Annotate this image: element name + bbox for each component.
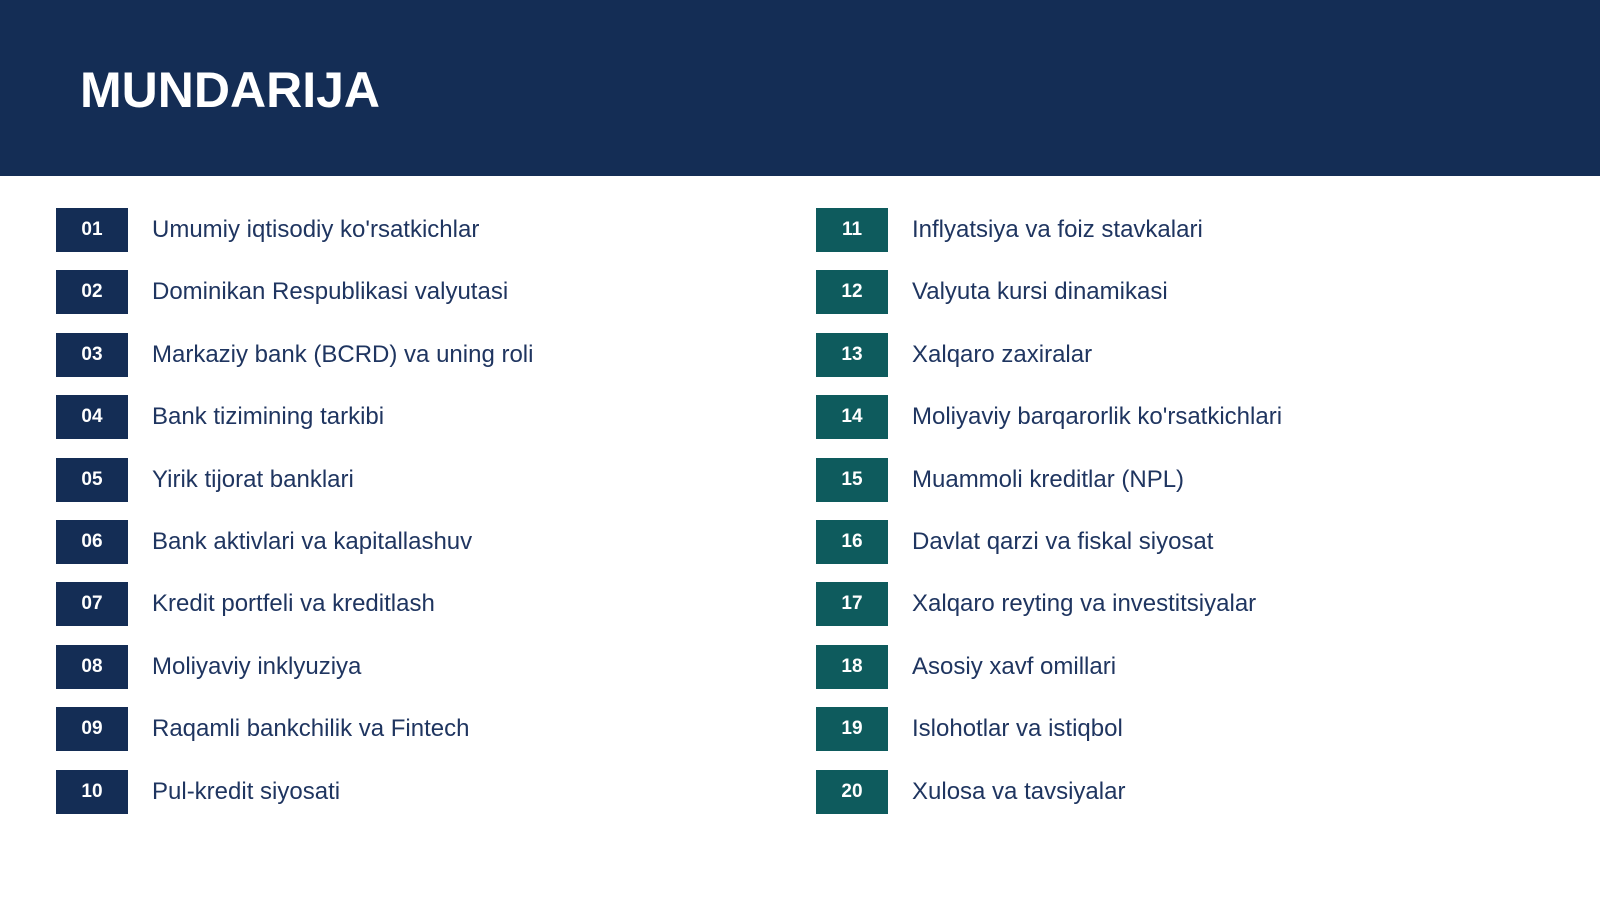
toc-number-badge: 13 (816, 333, 888, 377)
toc-item[interactable] (56, 270, 756, 314)
toc-item-label: Bank tizimining tarkibi (152, 403, 385, 431)
toc-number-badge: 06 (56, 520, 128, 564)
toc-number-badge: 15 (816, 458, 888, 502)
toc-number-badge: 20 (816, 770, 888, 814)
toc-item[interactable] (816, 645, 1516, 689)
toc-item-label: Raqamli bankchilik va Fintech (152, 715, 470, 743)
toc-number-badge: 17 (816, 582, 888, 626)
toc-column-left (56, 208, 756, 832)
toc-item[interactable] (816, 208, 1516, 252)
toc-item[interactable] (56, 645, 756, 689)
header-banner (0, 0, 1600, 176)
page-title: MUNDARIJA (80, 62, 380, 118)
toc-item[interactable] (56, 333, 756, 377)
toc-item-label: Xalqaro zaxiralar (912, 340, 1093, 368)
toc-number-badge: 14 (816, 395, 888, 439)
toc-item-label: Inflyatsiya va foiz stavkalari (912, 216, 1203, 243)
toc-item[interactable] (816, 582, 1516, 626)
toc-number-badge: 02 (56, 270, 128, 314)
toc-item-label: Moliyaviy barqarorlik ko'rsatkichlari (912, 403, 1283, 431)
toc-number-badge: 05 (56, 458, 128, 502)
toc-item-label: Bank aktivlari va kapitallashuv (152, 527, 473, 555)
toc-number-badge: 08 (56, 645, 128, 689)
toc-item[interactable] (816, 395, 1516, 439)
toc-item[interactable] (56, 458, 756, 502)
toc-item[interactable] (816, 707, 1516, 751)
toc-item-label: Muammoli kreditlar (NPL) (912, 465, 1185, 493)
toc-item-label: Pul-kredit siyosati (152, 777, 341, 805)
toc-item[interactable] (56, 582, 756, 626)
toc-number-badge: 04 (56, 395, 128, 439)
toc-item-label: Kredit portfeli va kreditlash (152, 590, 435, 618)
toc-item[interactable] (56, 707, 756, 751)
toc-number-badge: 10 (56, 770, 128, 814)
toc-item[interactable] (816, 770, 1516, 814)
toc-item[interactable] (56, 395, 756, 439)
toc-number-badge: 11 (816, 208, 888, 252)
toc-item-label: Moliyaviy inklyuziya (152, 652, 362, 680)
toc-column-right (816, 208, 1516, 832)
toc-number-badge: 18 (816, 645, 888, 689)
toc-number-badge: 07 (56, 582, 128, 626)
toc-number-badge: 09 (56, 707, 128, 751)
toc-item[interactable] (816, 270, 1516, 314)
toc-item-label: Yirik tijorat banklari (152, 465, 354, 493)
toc-number-badge: 12 (816, 270, 888, 314)
toc-number-badge: 01 (56, 208, 128, 252)
toc-item-label: Islohotlar va istiqbol (912, 715, 1123, 743)
toc-item-label: Xulosa va tavsiyalar (912, 777, 1126, 805)
toc-item[interactable] (56, 520, 756, 564)
toc-number-badge: 03 (56, 333, 128, 377)
toc-number-badge: 19 (816, 707, 888, 751)
toc-item[interactable] (816, 520, 1516, 564)
toc-item-label: Davlat qarzi va fiskal siyosat (912, 527, 1214, 555)
toc-number-badge: 16 (816, 520, 888, 564)
toc-item-label: Dominikan Respublikasi valyutasi (152, 278, 509, 306)
toc-item[interactable] (56, 208, 756, 252)
toc-item-label: Umumiy iqtisodiy ko'rsatkichlar (152, 216, 480, 243)
toc-item-label: Asosiy xavf omillari (912, 652, 1117, 680)
toc-item-label: Valyuta kursi dinamikasi (912, 278, 1168, 306)
toc-item[interactable] (816, 458, 1516, 502)
toc-item[interactable] (56, 770, 756, 814)
toc-item-label: Xalqaro reyting va investitsiyalar (912, 590, 1257, 618)
toc-item[interactable] (816, 333, 1516, 377)
toc-item-label: Markaziy bank (BCRD) va uning roli (152, 340, 534, 368)
